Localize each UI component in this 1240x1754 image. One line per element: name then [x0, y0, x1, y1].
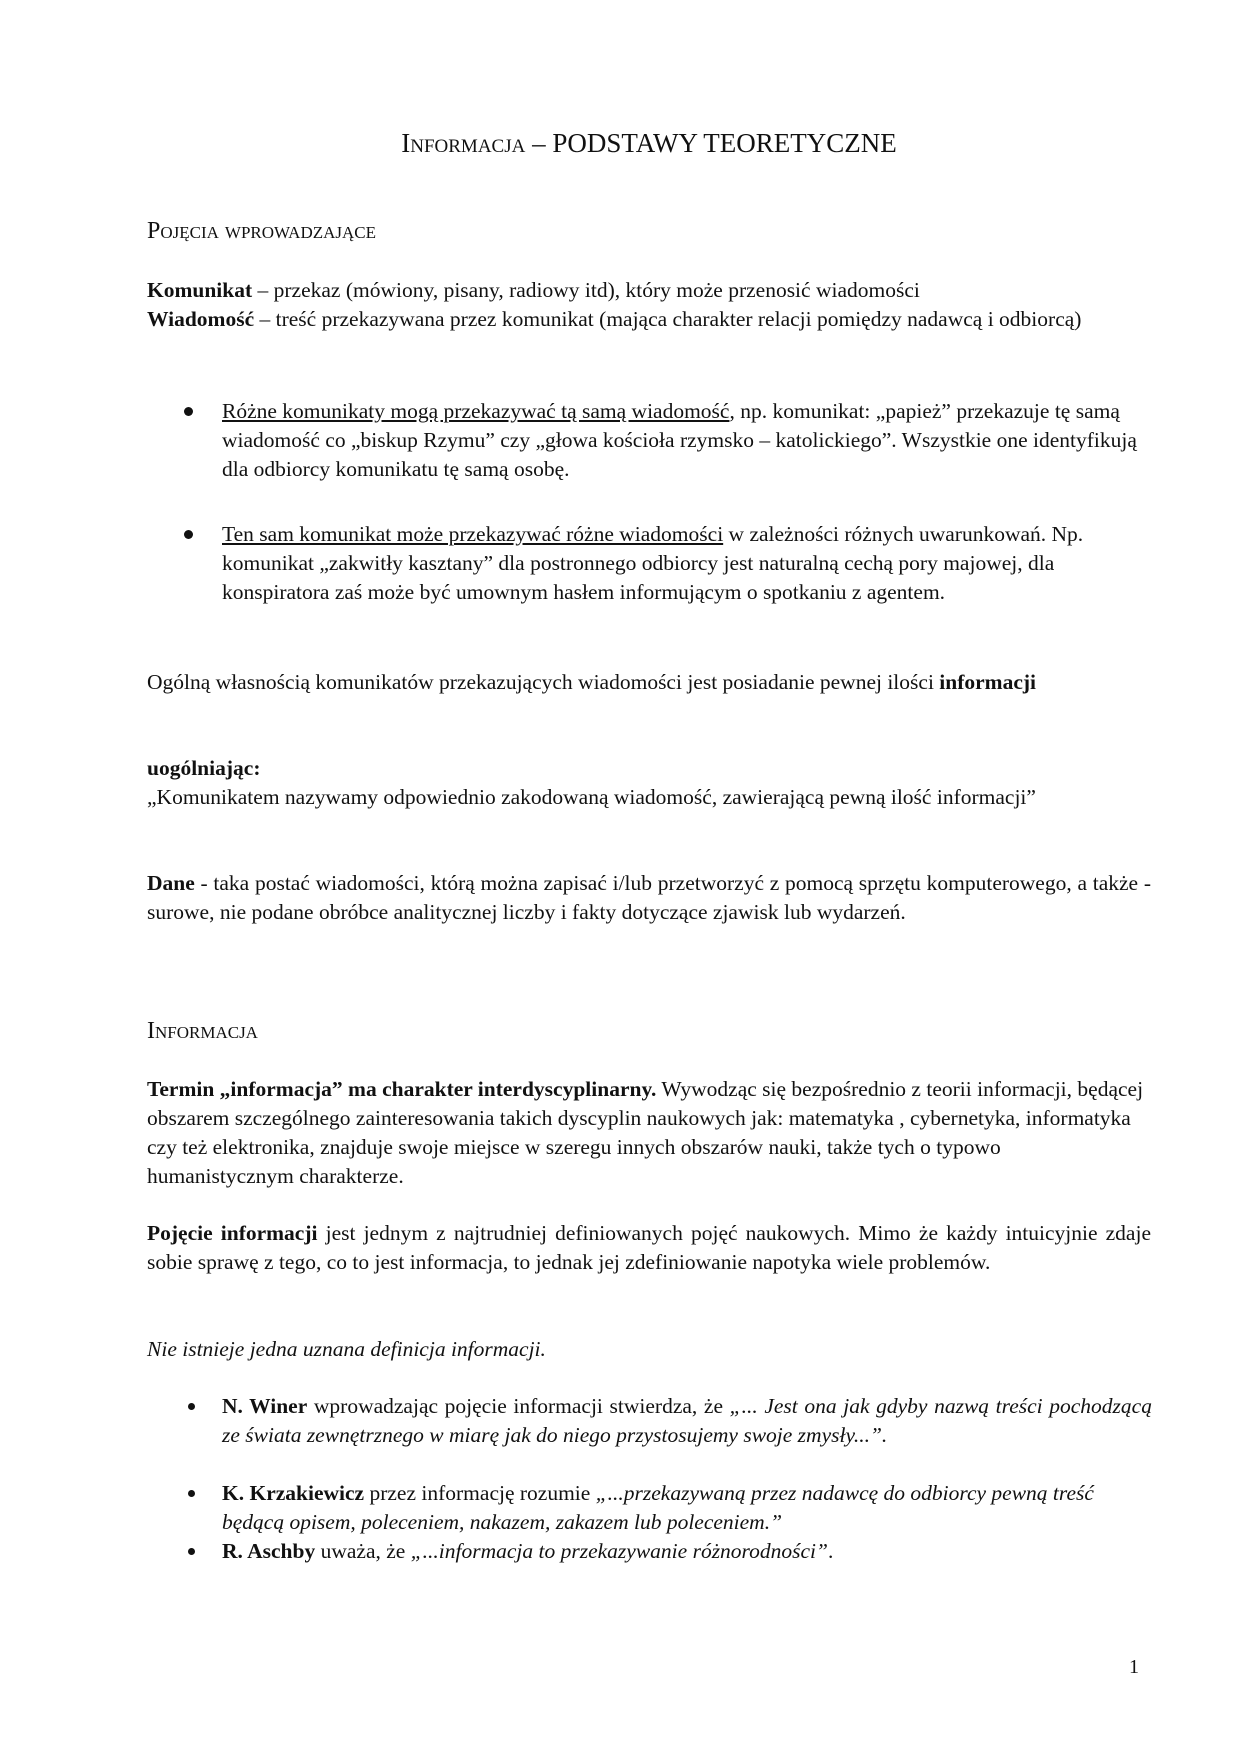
section-heading-informacja: Informacja [147, 1018, 258, 1044]
definition-item-aschby [222, 1537, 1152, 1566]
general-bold: informacji [939, 670, 1037, 694]
para1-text: Wywodząc się bezpośrednio z teorii informacji, będącej obszarem szczególnego zainteresowania takich dyscyplin naukowych jak: matematyka , cybernetyka, informatyka czy też elektronika, znajduje swoje miejsce w szeregu innych obszarów nauki, także tych o typowo humanistycznym charakterze. [147, 1077, 1144, 1188]
def3-quote: „...informacja to przekazywanie różnorodności” [410, 1539, 828, 1563]
bullet-dot [188, 1548, 195, 1555]
dane-definition [147, 869, 1151, 927]
def3-text: uważa, że [315, 1539, 411, 1563]
bullet-dot [184, 407, 193, 416]
section-heading-intro: Pojęcia wprowadzające [147, 218, 377, 244]
italic-line: Nie istnieje jedna uznana definicja informacji. [147, 1337, 546, 1361]
interdisciplinary-paragraph [147, 1075, 1151, 1191]
bullet-item-2 [222, 520, 1152, 607]
komunikat-definition [147, 276, 1151, 305]
bullet2-text: w zależności różnych uwarunkowań. Np. komunikat „zakwitły kasztany” dla postronnego odbiorcy jest naturalną cechą pory majowej, dla konspiratora zaś może być umownym hasłem informującym o spotkaniu z agentem. [222, 522, 1084, 604]
title-main: PODSTAWY TEORETYCZNE [552, 128, 897, 158]
def3-end: . [827, 1539, 834, 1563]
bullet-dot [188, 1403, 195, 1410]
title-small-caps: Informacja [401, 128, 526, 158]
para2-bold: Pojęcie informacji [147, 1221, 318, 1245]
definition-item-krzakiewicz [222, 1479, 1152, 1537]
wiadomosc-term: Wiadomość [147, 307, 255, 331]
def2-quote: „...przekazywaną przez nadawcę do odbiorcy pewną treść będącą opisem, poleceniem, nakazem, zakazem lub poleceniem.” [222, 1481, 1094, 1534]
komunikat-text: – przekaz (mówiony, pisany, radiowy itd), który może przenosić wiadomości [252, 278, 920, 302]
generalizing-label: uogólniając: [147, 756, 261, 780]
def2-text: przez informację rozumie [364, 1481, 596, 1505]
page-number: 1 [1129, 1656, 1139, 1678]
bullet2-underlined: Ten sam komunikat może przekazywać różne wiadomości [222, 522, 724, 546]
bullet1-underlined: Różne komunikaty mogą przekazywać tą samą wiadomość [222, 399, 730, 423]
bullet-item-1 [222, 397, 1152, 484]
dane-text: - taka postać wiadomości, którą można zapisać i/lub przetworzyć z pomocą sprzętu komputerowego, a także - surowe, nie podane obróbce analitycznej liczby i fakty dotyczące zjawisk lub wydarzeń. [147, 871, 1151, 924]
generalizing-paragraph [147, 754, 1151, 812]
definitions-block [147, 276, 1151, 334]
dane-term: Dane [147, 871, 195, 895]
para2-text: jest jednym z najtrudniej definiowanych pojęć naukowych. Mimo że każdy intuicyjnie zdaje sobie sprawę z tego, co to jest informacja, to jednak jej zdefiniowanie napotyka wiele problemów. [147, 1221, 1151, 1274]
general-paragraph [147, 668, 1151, 697]
wiadomosc-definition [147, 305, 1151, 334]
bullet-dot [188, 1490, 195, 1497]
document-title [147, 126, 1151, 160]
def1-quote: „... Jest ona jak gdyby nazwą treści pochodzącą ze świata zewnętrznego w miarę jak do niego przystosujemy swoje zmysły...”. [222, 1394, 1152, 1447]
def2-name: K. Krzakiewicz [222, 1481, 365, 1505]
def1-name: N. Winer [222, 1394, 308, 1418]
komunikat-term: Komunikat [147, 278, 253, 302]
para1-bold: Termin „informacja” ma charakter interdyscyplinarny. [147, 1077, 657, 1101]
def1-text: wprowadzając pojęcie informacji stwierdza, że [307, 1394, 730, 1418]
bullet-dot [184, 530, 193, 539]
title-dash: – [525, 128, 553, 158]
wiadomosc-text: – treść przekazywana przez komunikat (mająca charakter relacji pomiędzy nadawcą i odbiorcą) [254, 307, 1082, 331]
general-text: Ogólną własnością komunikatów przekazujących wiadomości jest posiadanie pewnej ilości [147, 670, 940, 694]
definition-item-winer [222, 1392, 1152, 1450]
concept-paragraph [147, 1219, 1151, 1277]
bullet1-text: , np. komunikat: „papież” przekazuje tę samą wiadomość co „biskup Rzymu” czy „głowa kościoła rzymsko – katolickiego”. Wszystkie one identyfikują dla odbiorcy komunikatu tę samą osobę. [222, 399, 1137, 481]
generalizing-quote: „Komunikatem nazywamy odpowiednio zakodowaną wiadomość, zawierającą pewną ilość informacji” [147, 785, 1036, 809]
no-definition-line [147, 1335, 1151, 1364]
def3-name: R. Aschby [222, 1539, 316, 1563]
